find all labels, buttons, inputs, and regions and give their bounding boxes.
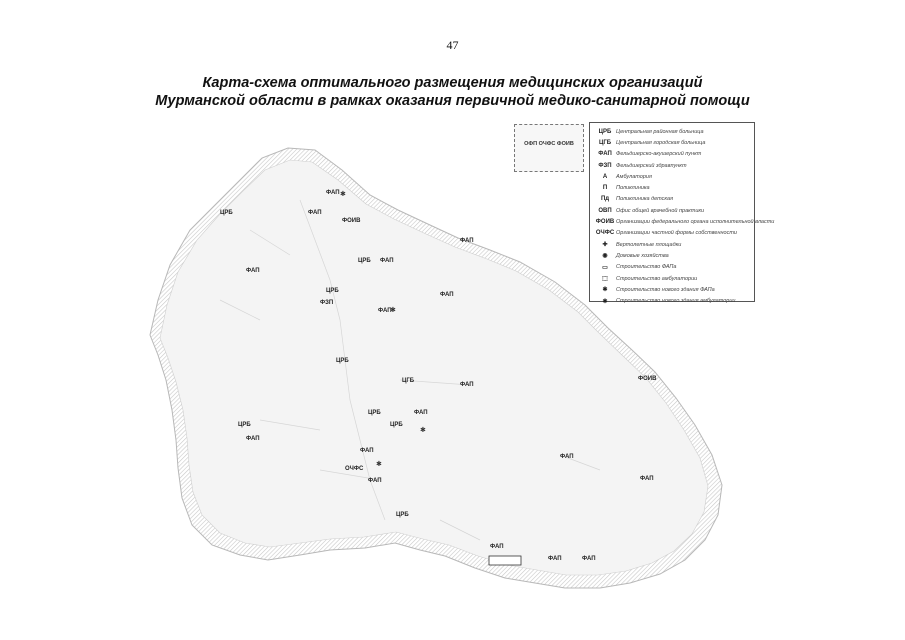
map-label: ОЧФС [345,466,364,472]
legend-symbol: ОЧФС [595,230,615,237]
legend-item [594,205,750,216]
map-label: ЦРБ [390,422,403,428]
map-label: ФАП [368,478,382,484]
box-icon: ▭ [602,264,608,271]
map-label: ФАП [460,382,474,388]
legend-text: Офис общей врачебной практики [616,207,705,214]
legend-item [594,216,775,227]
legend-text: Центральная городская больница [616,139,706,146]
map-label: ФЗП [320,300,334,306]
legend-item [594,250,750,261]
legend-symbol: ФЗП [598,162,612,169]
map-title-line-1: Карта-схема оптимального размещения медицинских организаций [202,75,703,91]
helipad-icon: ✚ [602,242,608,249]
map-label: ФАП [582,556,596,562]
legend-text: Фельдшерский здравпункт [616,162,687,169]
legend-text: Поликлиника [616,185,650,192]
legend-item [594,273,750,284]
legend-item [594,194,750,205]
map-label: ФАП [378,308,392,314]
legend-text: Организации частной формы собственности [616,230,737,237]
legend-item [594,182,750,193]
legend-symbol: ЦГБ [598,139,612,146]
map-label: ЦРБ [336,358,349,364]
map-label: ФАП [460,238,474,244]
map-label: ФОИВ [342,218,361,224]
star-icon: ✱ [602,298,608,305]
legend-symbol: ЦРБ [598,128,612,135]
map-label: ФОИВ [638,376,657,382]
legend-text: Центральная районная больница [616,128,704,135]
map-label: ФАП [490,544,504,550]
star-icon: ✱ [390,306,396,314]
legend-text: Домовые хозяйства [616,252,669,259]
map-label: ЦРБ [368,410,381,416]
star-icon: ✱ [340,190,346,198]
legend-item [594,126,750,137]
legend-text: Строительство ФАПа [616,264,677,271]
map-label: ЦРБ [220,210,233,216]
legend-symbol: ФОИВ [595,219,615,226]
map-label: ФАП [548,556,562,562]
dashed-box-icon: ⬚ [602,276,608,282]
map-label: ФАП [380,258,394,264]
legend-item [594,239,750,250]
map-label: ФАП [640,476,654,482]
legend-item [594,149,750,160]
map-label: ФАП [560,454,574,460]
legend-text: Строительство амбулатории [616,275,698,282]
legend-symbol: ФАП [598,151,612,158]
map-label: ЦРБ [396,512,409,518]
construction-box [489,556,521,565]
legend-item [594,295,750,306]
star-icon: ✱ [602,287,608,294]
map-label: ФАП [326,190,340,196]
legend-text: Амбулатория [616,173,652,180]
map-label: ФАП [246,436,260,442]
map-label: ФАП [414,410,428,416]
map-label: ФАП [246,268,260,274]
legend-text: Строительство нового здания амбулатории [616,298,736,305]
inset-box [514,124,584,172]
inset-label: ОФП ОЧФС ФОИВ [524,141,574,147]
legend-item [594,137,750,148]
map-label: ЦГБ [402,378,415,384]
legend-item [594,284,750,295]
legend-text: Строительство нового здания ФАПа [616,286,715,293]
map-label: ФАП [308,210,322,216]
legend-symbol: А [602,173,608,180]
map-legend [589,122,775,305]
legend-item [594,228,750,239]
legend-text: Вертолетные площадки [616,241,682,248]
legend-symbol: Пд [600,196,610,203]
map-label: ЦРБ [238,422,251,428]
household-icon: ◉ [602,253,608,260]
legend-item [594,160,750,171]
legend-item [594,171,750,182]
map-label: ФАП [360,448,374,454]
legend-symbol: ОВП [598,207,612,214]
map-label: ФАП [440,292,454,298]
map-label: ЦРБ [358,258,371,264]
legend-text: Организации федерального органа исполнительной власти [616,219,775,226]
map-label: ЦРБ [326,288,339,294]
legend-symbol: П [602,185,608,192]
star-icon: ✱ [376,460,382,468]
page-number: 47 [446,38,459,52]
legend-item [594,262,750,273]
map-title-line-2: Мурманской области в рамках оказания первичной медико-санитарной помощи [155,93,750,109]
star-icon: ✱ [420,426,426,434]
legend-text: Поликлиника детская [616,196,674,203]
legend-text: Фельдшерско-акушерский пункт [616,151,702,158]
